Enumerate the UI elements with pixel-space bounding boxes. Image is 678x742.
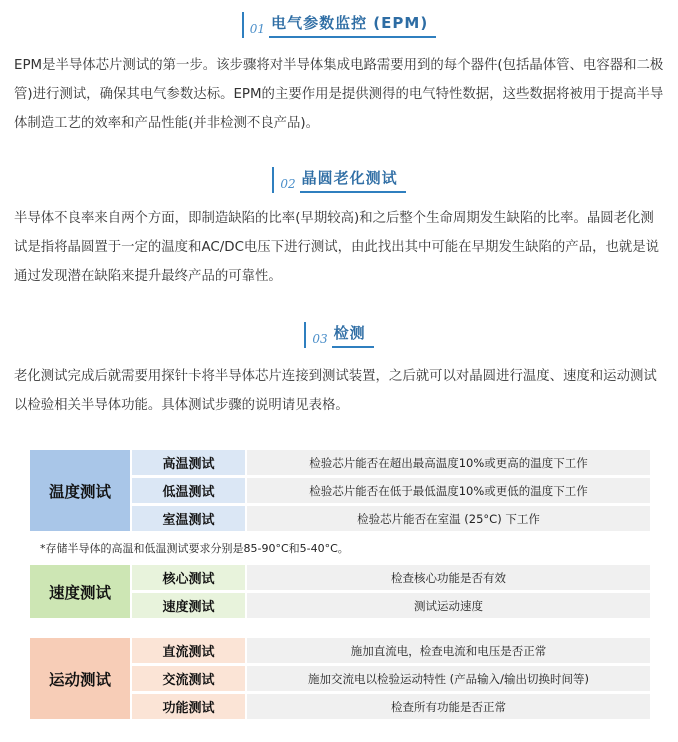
section-paragraph-3: 老化测试完成后就需要用探针卡将半导体芯片连接到测试装置，之后就可以对晶圆进行温度、速度和运动测试以检验相关半导体功能。具体测试步骤的说明请见表格。 bbox=[14, 369, 657, 413]
test-description-cell: 测试运动速度 bbox=[247, 593, 650, 618]
test-name-cell: 室温测试 bbox=[132, 506, 245, 531]
test-name-cell: 低温测试 bbox=[132, 478, 245, 503]
section-number-1: 01 bbox=[242, 22, 269, 38]
section-header-2 bbox=[0, 165, 678, 193]
test-description-cell: 检验芯片能否在室温 (25°C) 下工作 bbox=[247, 506, 650, 531]
section-paragraph-1: EPM是半导体芯片测试的第一步。该步骤将对半导体集成电路需要用到的每个器件(包括晶体管、电容器和二极管)进行测试，确保其电气参数达标。EPM的主要作用是提供测得的电气特性数据，这些数据将被用于提高半导体制造工艺的效率和产品性能(并非检测不良产品)。 bbox=[14, 58, 664, 131]
test-name-cell: 直流测试 bbox=[132, 638, 245, 663]
test-name-cell: 核心测试 bbox=[132, 565, 245, 590]
test-description-cell: 检验芯片能否在低于最低温度10%或更低的温度下工作 bbox=[247, 478, 650, 503]
test-description-cell: 检查所有功能是否正常 bbox=[247, 694, 650, 719]
test-description-cell: 施加直流电，检查电流和电压是否正常 bbox=[247, 638, 650, 663]
test-description-cell: 检查核心功能是否有效 bbox=[247, 565, 650, 590]
category-cell: 温度测试 bbox=[30, 450, 130, 531]
test-name-cell: 交流测试 bbox=[132, 666, 245, 691]
section-paragraph-2: 半导体不良率来自两个方面，即制造缺陷的比率(早期较高)和之后整个生命周期发生缺陷的比率。晶圆老化测试是指将晶圆置于一定的温度和AC/DC电压下进行测试，由此找出其中可能在早期发生缺陷的产品，也就是说通过发现潜在缺陷来提升最终产品的可靠性。 bbox=[14, 211, 660, 284]
category-cell: 运动测试 bbox=[30, 638, 130, 719]
test-name-cell: 高温测试 bbox=[132, 450, 245, 475]
test-name-cell: 功能测试 bbox=[132, 694, 245, 719]
section-title-3: 检测 bbox=[332, 324, 374, 348]
table-group-temperature bbox=[30, 450, 650, 531]
table-note: *存储半导体的高温和低温测试要求分别是85-90°C和5-40°C。 bbox=[40, 542, 349, 555]
section-number-2: 02 bbox=[272, 177, 299, 193]
test-description-cell: 检验芯片能否在超出最高温度10%或更高的温度下工作 bbox=[247, 450, 650, 475]
section-number-3: 03 bbox=[304, 332, 331, 348]
section-title-1: 电气参数监控 (EPM) bbox=[269, 14, 436, 38]
table-group-speed bbox=[30, 565, 650, 618]
table-group-motion bbox=[30, 638, 650, 719]
section-header-3 bbox=[0, 320, 678, 348]
category-cell: 速度测试 bbox=[30, 565, 130, 618]
test-description-cell: 施加交流电以检验运动特性 (产品输入/输出切换时间等) bbox=[247, 666, 650, 691]
section-header-1 bbox=[0, 10, 678, 38]
test-name-cell: 速度测试 bbox=[132, 593, 245, 618]
section-title-2: 晶圆老化测试 bbox=[300, 169, 406, 193]
